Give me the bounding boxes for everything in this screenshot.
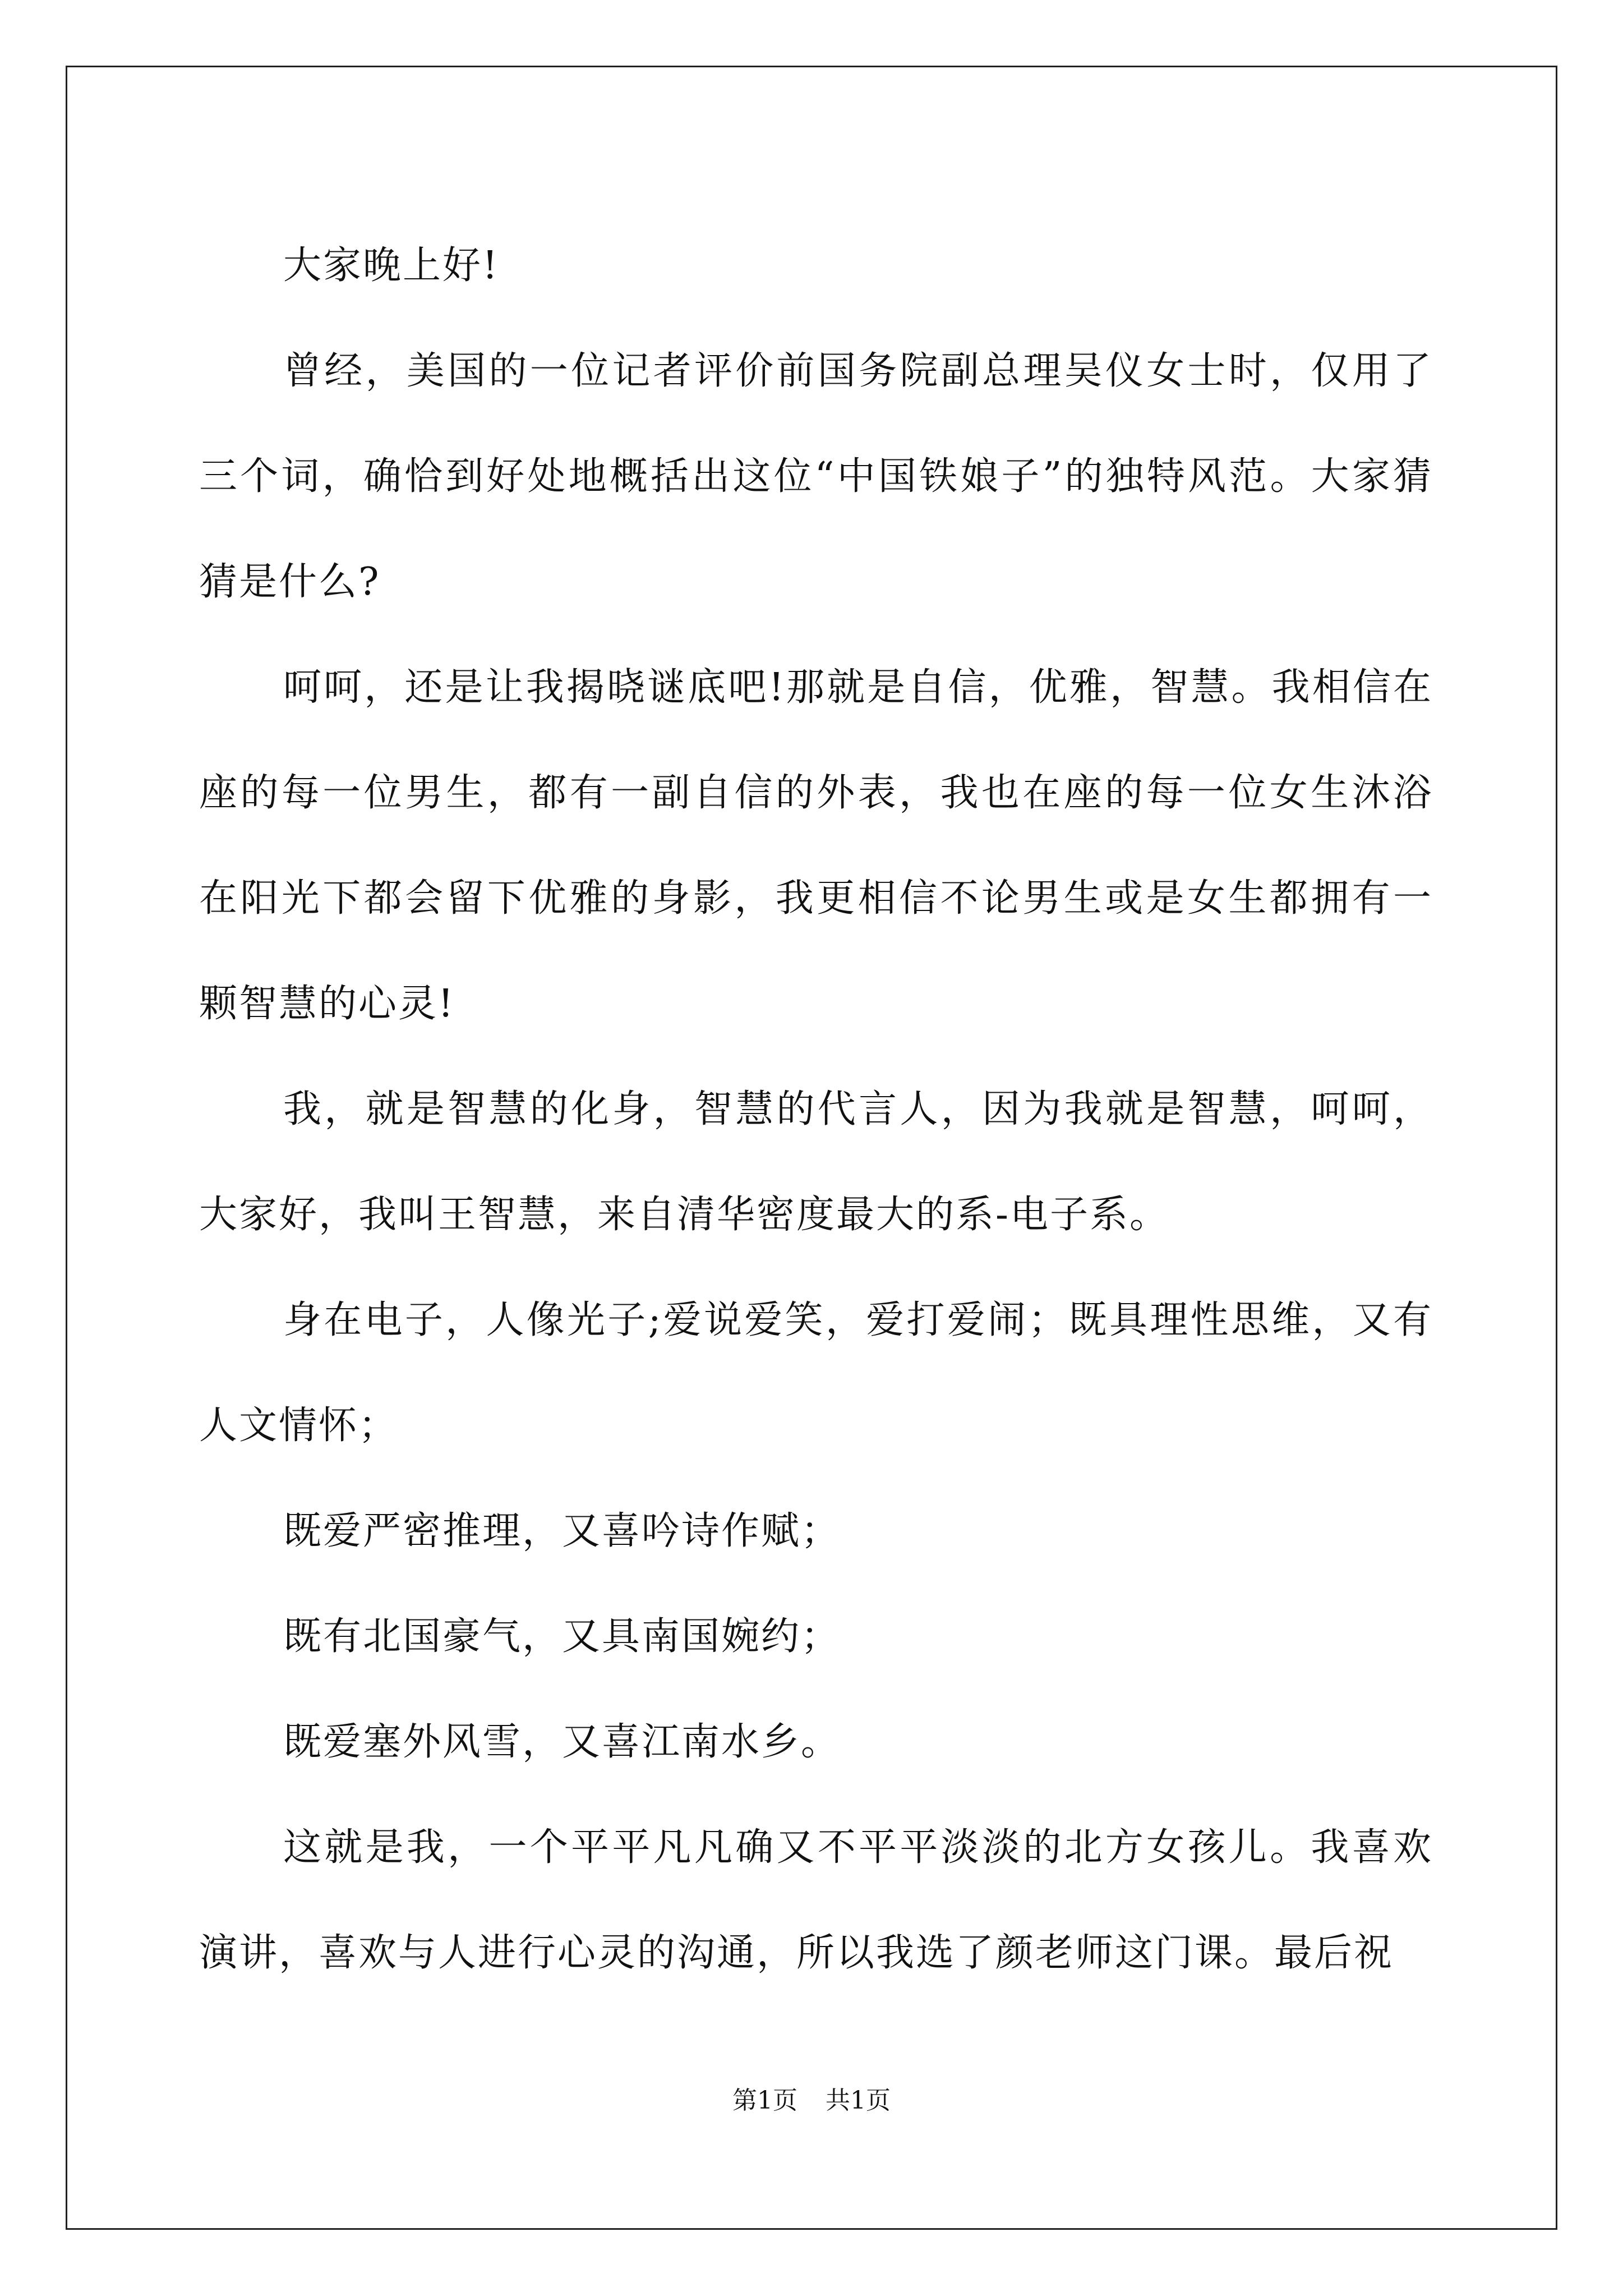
paragraph-snow-water: 既爱塞外风雪，又喜江南水乡。 (283, 1720, 841, 1764)
paragraph-closing: 这就是我，一个平平凡凡确又不平平淡淡的北方女孩儿。我喜欢演讲，喜欢与人进行心灵的沟通，所以我选了颜老师这门课。最后祝 (199, 1825, 1433, 1975)
paragraph-traits: 身在电子，人像光子;爱说爱笑，爱打爱闹；既具理性思维，又有人文情怀； (199, 1298, 1433, 1448)
paragraph-greeting: 大家晚上好! (283, 243, 500, 288)
paragraph-reveal: 呵呵，还是让我揭晓谜底吧!那就是自信，优雅，智慧。我相信在座的每一位男生，都有一副自信的外表，我也在座的每一位女生沐浴在阳光下都会留下优雅的身影，我更相信不论男生或是女生都拥有一颗智慧的心灵! (199, 665, 1433, 1026)
paragraph-self-intro: 我，就是智慧的化身，智慧的代言人，因为我就是智慧，呵呵，大家好，我叫王智慧，来自清华密度最大的系-电子系。 (199, 1087, 1433, 1237)
paragraph-intro: 曾经，美国的一位记者评价前国务院副总理吴仪女士时，仅用了三个词，确恰到好处地概括出这位“中国铁娘子”的独特风范。大家猜猜是什么? (199, 349, 1433, 604)
paragraph-north-south: 既有北国豪气，又具南国婉约； (283, 1614, 841, 1659)
page-total: 共1页 (826, 2086, 891, 2115)
paragraph-reasoning: 既爱严密推理，又喜吟诗作赋； (283, 1509, 841, 1553)
document-body (199, 213, 1433, 2006)
page-number: 第1页 (732, 2086, 797, 2115)
page-footer (0, 2084, 1623, 2118)
